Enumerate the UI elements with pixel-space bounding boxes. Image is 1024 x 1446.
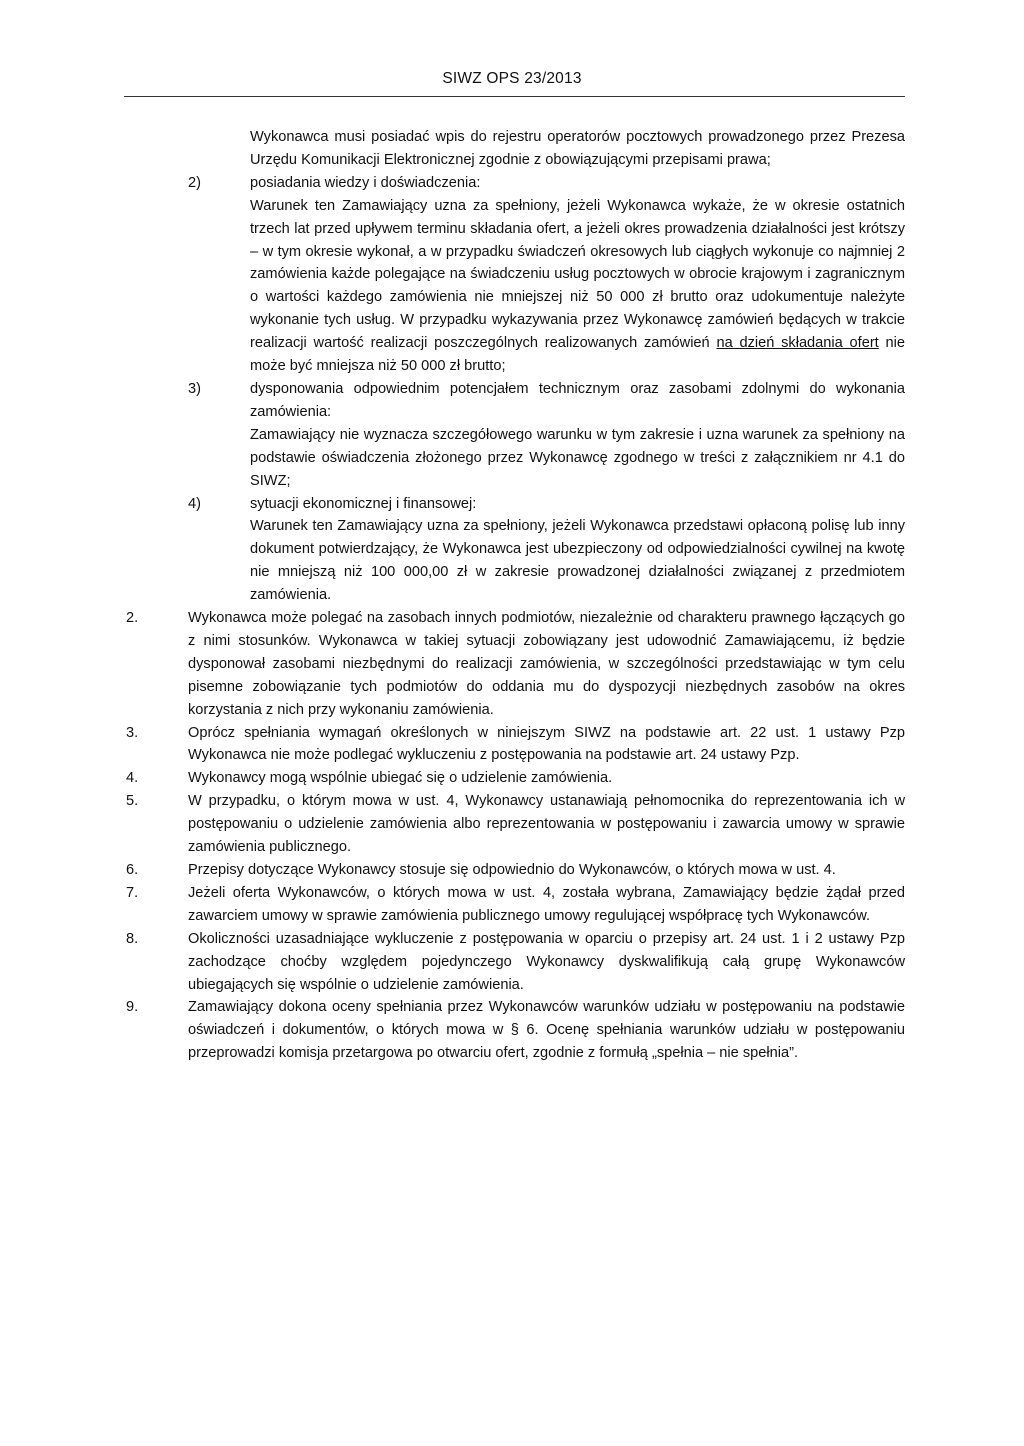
document-header: SIWZ OPS 23/2013 xyxy=(442,70,582,87)
sub-item-body xyxy=(250,195,905,378)
main-item-8 xyxy=(0,928,1024,997)
main-item-text: Wykonawcy mogą wspólnie ubiegać się o udzielenie zamówienia. xyxy=(188,770,613,787)
sub-item-body: Zamawiający nie wyznacza szczegółowego warunku w tym zakresie i uzna warunek za spełniony na podstawie oświadczenia złożonego przez Wykonawcę zgodnego w treści z załącznikiem nr 4.1 do SIWZ; xyxy=(250,426,905,489)
main-item-6 xyxy=(0,859,1024,882)
header-rule xyxy=(124,96,905,97)
main-item-number: 6. xyxy=(126,862,139,878)
sub-item-3 xyxy=(0,378,1024,493)
main-item-number: 7. xyxy=(126,884,139,901)
sub-item-body-text: Warunek ten Zamawiający uzna za spełniony, jeżeli Wykonawca wykaże, że w okresie ostatnich trzech lat przed upływem terminu składania ofert, a jeżeli okres prowadzenia działalności jest krótszy – w tym okresie wykonał, a w przypadku świadczeń okresowych lub ciągłych wykonuje co najmniej 2 zamówienia każde polegające na świadczeniu usług pocztowych w obrocie krajowym i zagranicznym o wartości każdego zamówienia nie mniejszej niż 50 000 zł brutto oraz udokumentuje należyte wykonanie tych usług. W przypadku wykazywania przez Wykonawcę zamówień będących w trakcie realizacji wartość realizacji poszczególnych realizowanych zamówień xyxy=(250,197,905,352)
main-item-7 xyxy=(0,882,1024,928)
sub-item-heading: posiadania wiedzy i doświadczenia: xyxy=(250,174,481,191)
sub-item-body: Warunek ten Zamawiający uzna za spełniony, jeżeli Wykonawca przedstawi opłaconą polisę lub inny dokument potwierdzający, że Wykonawca jest ubezpieczony od odpowiedzialności cywilnej na kwotę nie mniejszą niż 100 000,00 zł w zakresie prowadzonej działalności związanej z przedmiotem zamówienia. xyxy=(250,518,905,604)
main-item-4 xyxy=(0,767,1024,790)
main-item-number: 4. xyxy=(126,770,139,787)
main-item-2 xyxy=(0,607,1024,722)
main-item-number: 2. xyxy=(126,610,139,627)
sub-item-content xyxy=(250,378,905,493)
main-item-number: 9. xyxy=(126,999,139,1016)
main-item-text: Okoliczności uzasadniające wykluczenie z postępowania w oparciu o przepisy art. 24 ust. 1 i 2 ustawy Pzp zachodzące choćby względem pojedynczego Wykonawcy dyskwalifikują całą grupę Wykonawców ubiegających się wspólnie o udzielenie zamówienia. xyxy=(188,930,905,993)
sub-item-number: 3) xyxy=(188,380,201,397)
sub-item-body-text-end: nie może być mniejsza niż 50 000 zł brutto; xyxy=(250,335,906,375)
main-item-number: 5. xyxy=(126,793,139,810)
sub-item-heading: dysponowania odpowiednim potencjałem technicznym oraz zasobami zdolnymi do wykonania zamówienia: xyxy=(250,380,905,420)
sub-item-2 xyxy=(0,172,1024,378)
main-item-text: Wykonawca może polegać na zasobach innych podmiotów, niezależnie od charakteru prawnego łączących go z nimi stosunków. Wykonawca w takiej sytuacji zobowiązany jest udowodnić Zamawiającemu, iż będzie dysponował zasobami niezbędnymi do realizacji zamówienia, w szczególności przedstawiając w tym celu pisemne zobowiązanie tych podmiotów do oddania mu do dyspozycji niezbędnych zasobów na okres korzystania z nich przy wykonaniu zamówienia. xyxy=(188,610,905,718)
main-item-text: W przypadku, o którym mowa w ust. 4, Wykonawcy ustanawiają pełnomocnika do reprezentowania ich w postępowaniu o udzielenie zamówienia albo reprezentowania w postępowaniu i zawarcia umowy w sprawie zamówienia publicznego. xyxy=(188,793,905,856)
sub-item-content xyxy=(250,493,905,608)
underlined-phrase: na dzień składania ofert xyxy=(716,335,879,352)
main-item-text: Zamawiający dokona oceny spełniania przez Wykonawców warunków udziału w postępowaniu na podstawie oświadczeń i dokumentów, o których mowa w § 6. Ocenę spełniania warunków udziału w postępowaniu przeprowadzi komisja przetargowa po otwarciu ofert, zgodnie z formułą „spełnia – nie spełnia”. xyxy=(188,999,905,1062)
main-item-text: Przepisy dotyczące Wykonawcy stosuje się odpowiednio do Wykonawców, o których mowa w ust. 4. xyxy=(188,862,836,878)
document-body xyxy=(0,126,1024,1065)
sub-item-4 xyxy=(0,493,1024,608)
main-item-text: Oprócz spełniania wymagań określonych w niniejszym SIWZ na podstawie art. 22 ust. 1 ustawy Pzp Wykonawca nie może podlegać wykluczeniu z postępowania na podstawie art. 24 ustawy Pzp. xyxy=(188,724,905,764)
sub-item-number: 4) xyxy=(188,495,201,512)
main-item-number: 3. xyxy=(126,724,139,741)
sub-item-content xyxy=(250,172,905,378)
intro-paragraph: Wykonawca musi posiadać wpis do rejestru operatorów pocztowych prowadzonego przez Prezesa Urzędu Komunikacji Elektronicznej zgodnie z obowiązującymi przepisami prawa; xyxy=(250,129,905,168)
main-item-5 xyxy=(0,790,1024,859)
main-item-text: Jeżeli oferta Wykonawców, o których mowa w ust. 4, została wybrana, Zamawiający będzie żądał przed zawarciem umowy w sprawie zamówienia publicznego umowy regulującej współpracę tych Wykonawców. xyxy=(188,884,905,924)
main-item-number: 8. xyxy=(126,930,139,947)
main-item-9 xyxy=(0,996,1024,1065)
sub-item-number: 2) xyxy=(188,174,201,191)
sub-item-heading: sytuacji ekonomicznej i finansowej: xyxy=(250,495,477,512)
main-item-3 xyxy=(0,722,1024,768)
